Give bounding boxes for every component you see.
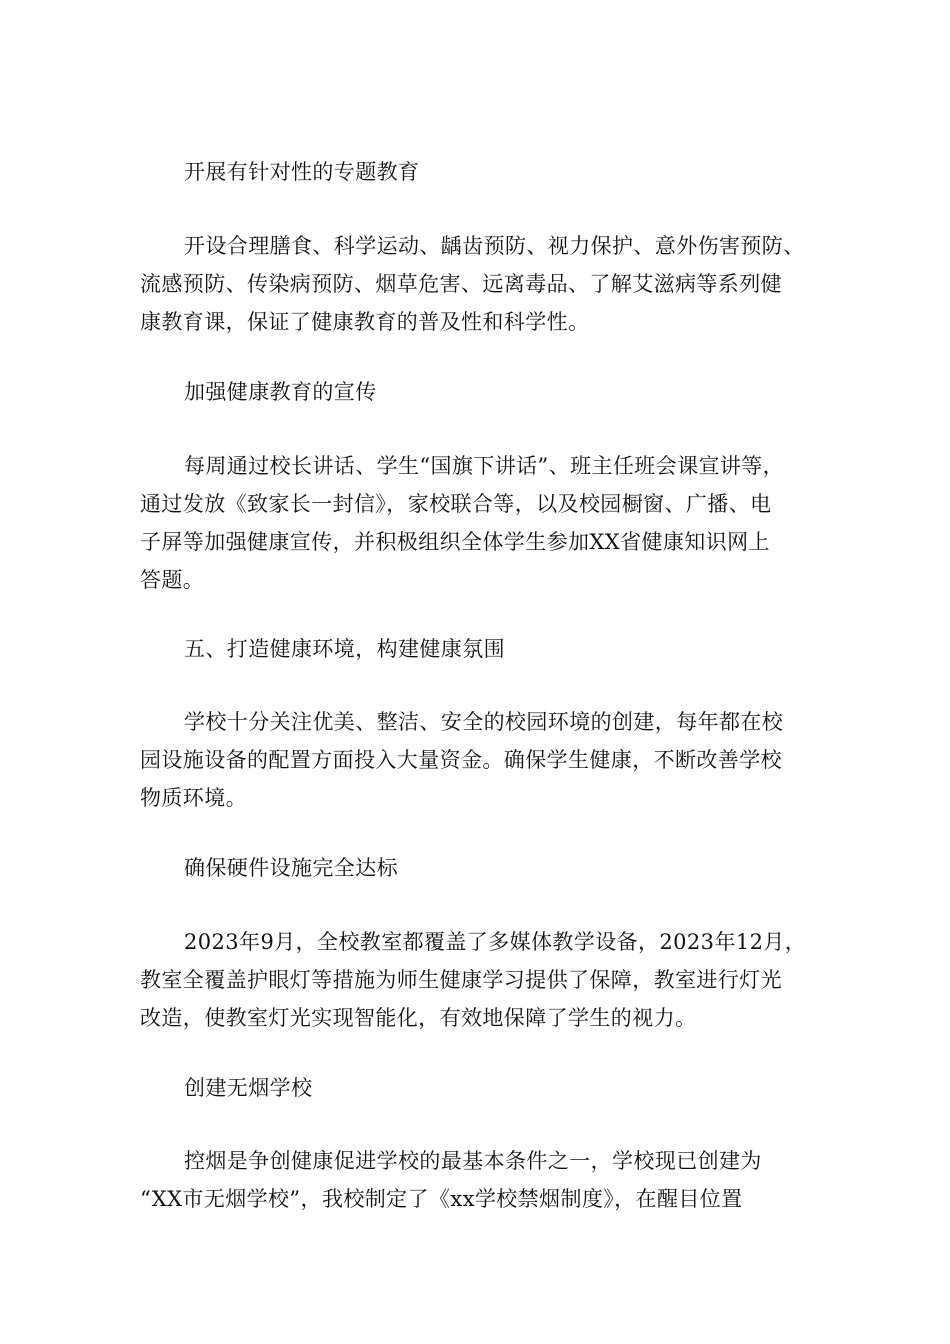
body-paragraph — [140, 1142, 820, 1218]
text-line: 五、打造健康环境，构建健康氛围 — [184, 637, 505, 661]
text-line: 康教育课，保证了健康教育的普及性和科学性。 — [140, 310, 590, 334]
text-line: 控烟是争创健康促进学校的最基本条件之一，学校现已创建为 — [184, 1149, 762, 1173]
text-line: 创建无烟学校 — [184, 1076, 313, 1100]
text-line: 每周通过校长讲话、学生“国旗下讲话”、班主任班会课宣讲等， — [184, 454, 785, 478]
text-line: 学校十分关注优美、整洁、安全的校园环境的创建，每年都在校 — [184, 710, 784, 734]
text-line: 流感预防、传染病预防、烟草危害、远离毒品、了解艾滋病等系列健 — [140, 272, 782, 296]
text-line: 开展有针对性的专题教育 — [184, 160, 420, 184]
section-heading — [140, 630, 820, 668]
text-line: 确保硬件设施完全达标 — [184, 856, 398, 880]
body-paragraph — [140, 703, 820, 817]
text-line: 开设合理膳食、科学运动、龋齿预防、视力保护、意外伤害预防、 — [184, 234, 805, 258]
text-line: 答题。 — [140, 568, 205, 592]
text-line: 通过发放《致家长一封信》，家校联合等，以及校园橱窗、广播、电 — [140, 492, 772, 516]
text-line: 教室全覆盖护眼灯等措施为师生健康学习提供了保障，教室进行灯光 — [140, 968, 782, 992]
body-paragraph — [140, 447, 820, 599]
text-line: 2023年9月，全校教室都覆盖了多媒体教学设备，2023年12月， — [184, 930, 807, 954]
text-line: 加强健康教育的宣传 — [184, 380, 377, 404]
section-heading — [140, 153, 820, 191]
section-heading — [140, 1069, 820, 1107]
section-heading — [140, 849, 820, 887]
text-line: 物质环境。 — [140, 786, 247, 810]
text-line: “XX市无烟学校”，我校制定了《xx学校禁烟制度》，在醒目位置 — [140, 1187, 743, 1211]
section-heading — [140, 373, 820, 411]
body-paragraph — [140, 923, 820, 1037]
text-line: 改造，使教室灯光实现智能化，有效地保障了学生的视力。 — [140, 1006, 697, 1030]
text-line: 子屏等加强健康宣传，并积极组织全体学生参加XX省健康知识网上 — [140, 530, 770, 554]
text-line: 园设施设备的配置方面投入大量资金。确保学生健康，不断改善学校 — [140, 748, 782, 772]
body-paragraph — [140, 227, 820, 341]
